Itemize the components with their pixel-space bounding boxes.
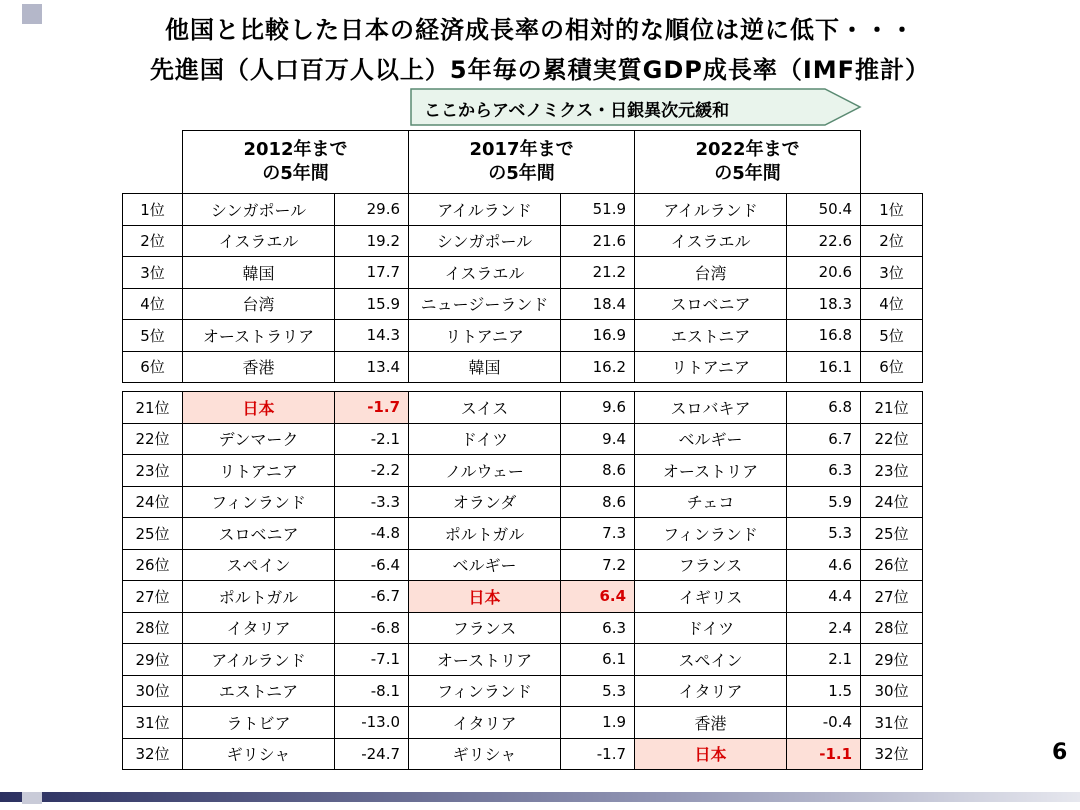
country-2022: 香港: [635, 707, 787, 739]
value-2012: -6.8: [335, 612, 409, 644]
gap-cell: [561, 383, 635, 392]
value-2022: 4.6: [787, 549, 861, 581]
value-2017: 21.6: [561, 225, 635, 257]
value-2012: -6.4: [335, 549, 409, 581]
rank-cell: 28位: [123, 612, 183, 644]
rank-cell: 31位: [123, 707, 183, 739]
rank-cell: 32位: [123, 738, 183, 770]
value-2012: -8.1: [335, 675, 409, 707]
rank-cell-right: 30位: [861, 675, 923, 707]
country-2012: 香港: [183, 351, 335, 383]
rank-cell-right: 5位: [861, 320, 923, 352]
table-row: [123, 351, 923, 383]
value-2022: 5.9: [787, 486, 861, 518]
table-row: [123, 707, 923, 739]
country-2017: ドイツ: [409, 423, 561, 455]
country-2017: フィンランド: [409, 675, 561, 707]
rank-cell-right: 29位: [861, 644, 923, 676]
rank-cell: 5位: [123, 320, 183, 352]
value-2012: 15.9: [335, 288, 409, 320]
country-2017: イタリア: [409, 707, 561, 739]
value-2017: 7.2: [561, 549, 635, 581]
value-2017: -1.7: [561, 738, 635, 770]
table-row: [123, 423, 923, 455]
country-2017: 日本: [409, 581, 561, 613]
country-2022: チェコ: [635, 486, 787, 518]
value-2017: 51.9: [561, 194, 635, 226]
gap-cell: [861, 383, 923, 392]
rank-cell: 27位: [123, 581, 183, 613]
table-row: [123, 518, 923, 550]
rank-cell: 6位: [123, 351, 183, 383]
value-2022: 16.1: [787, 351, 861, 383]
country-2017: アイルランド: [409, 194, 561, 226]
gap-cell: [183, 383, 335, 392]
value-2022: 6.3: [787, 455, 861, 487]
rank-cell: 1位: [123, 194, 183, 226]
table-row: [123, 581, 923, 613]
rank-cell-right: 32位: [861, 738, 923, 770]
country-2012: リトアニア: [183, 455, 335, 487]
country-2012: ポルトガル: [183, 581, 335, 613]
country-2017: リトアニア: [409, 320, 561, 352]
gap-cell: [787, 383, 861, 392]
country-2022: リトアニア: [635, 351, 787, 383]
country-2012: イタリア: [183, 612, 335, 644]
rank-cell: 23位: [123, 455, 183, 487]
header-blank-right: [861, 131, 923, 194]
value-2012: -4.8: [335, 518, 409, 550]
country-2022: イタリア: [635, 675, 787, 707]
country-2022: スロバキア: [635, 392, 787, 424]
country-2012: ラトビア: [183, 707, 335, 739]
country-2017: 韓国: [409, 351, 561, 383]
value-2022: 6.8: [787, 392, 861, 424]
value-2017: 18.4: [561, 288, 635, 320]
value-2017: 6.1: [561, 644, 635, 676]
value-2017: 8.6: [561, 455, 635, 487]
value-2022: -1.1: [787, 738, 861, 770]
country-2017: ギリシャ: [409, 738, 561, 770]
value-2022: 50.4: [787, 194, 861, 226]
value-2017: 7.3: [561, 518, 635, 550]
rank-cell-right: 26位: [861, 549, 923, 581]
country-2012: 日本: [183, 392, 335, 424]
footer-square: [22, 792, 42, 804]
rank-cell: 21位: [123, 392, 183, 424]
value-2017: 1.9: [561, 707, 635, 739]
table-row: [123, 257, 923, 289]
ranking-table: [122, 130, 922, 770]
header-2012: 2012年まで の5年間: [183, 131, 409, 194]
rank-cell: 3位: [123, 257, 183, 289]
value-2012: -3.3: [335, 486, 409, 518]
header-row: [123, 131, 923, 194]
country-2012: 韓国: [183, 257, 335, 289]
table-row: [123, 486, 923, 518]
rank-cell: 24位: [123, 486, 183, 518]
value-2017: 16.9: [561, 320, 635, 352]
value-2017: 8.6: [561, 486, 635, 518]
rank-cell-right: 21位: [861, 392, 923, 424]
value-2012: -24.7: [335, 738, 409, 770]
country-2017: イスラエル: [409, 257, 561, 289]
value-2012: -7.1: [335, 644, 409, 676]
table-row: [123, 644, 923, 676]
footer-bar: [0, 792, 1080, 802]
country-2017: スイス: [409, 392, 561, 424]
country-2022: エストニア: [635, 320, 787, 352]
rank-cell: 22位: [123, 423, 183, 455]
rank-cell: 29位: [123, 644, 183, 676]
value-2017: 9.4: [561, 423, 635, 455]
country-2017: オランダ: [409, 486, 561, 518]
rank-cell-right: 28位: [861, 612, 923, 644]
table-row: [123, 392, 923, 424]
value-2022: 16.8: [787, 320, 861, 352]
page-subtitle: 先進国（人口百万人以上）5年毎の累積実質GDP成長率（IMF推計）: [149, 56, 931, 84]
gap-cell: [635, 383, 787, 392]
country-2022: 台湾: [635, 257, 787, 289]
rank-cell-right: 4位: [861, 288, 923, 320]
country-2022: スロベニア: [635, 288, 787, 320]
table-row: [123, 225, 923, 257]
country-2012: ギリシャ: [183, 738, 335, 770]
page-title: 他国と比較した日本の経済成長率の相対的な順位は逆に低下・・・: [165, 16, 915, 44]
rank-cell-right: 1位: [861, 194, 923, 226]
rank-cell: 25位: [123, 518, 183, 550]
country-2022: アイルランド: [635, 194, 787, 226]
table-row: [123, 455, 923, 487]
country-2022: イスラエル: [635, 225, 787, 257]
value-2012: -6.7: [335, 581, 409, 613]
value-2022: 18.3: [787, 288, 861, 320]
country-2022: ベルギー: [635, 423, 787, 455]
table-row: [123, 194, 923, 226]
value-2012: -2.2: [335, 455, 409, 487]
country-2012: イスラエル: [183, 225, 335, 257]
value-2017: 6.4: [561, 581, 635, 613]
value-2012: -13.0: [335, 707, 409, 739]
value-2012: 19.2: [335, 225, 409, 257]
value-2017: 6.3: [561, 612, 635, 644]
rank-cell-right: 22位: [861, 423, 923, 455]
value-2012: 13.4: [335, 351, 409, 383]
value-2017: 5.3: [561, 675, 635, 707]
country-2017: ベルギー: [409, 549, 561, 581]
rank-cell-right: 31位: [861, 707, 923, 739]
country-2022: スペイン: [635, 644, 787, 676]
table-row: [123, 320, 923, 352]
value-2022: 22.6: [787, 225, 861, 257]
table-row: [123, 738, 923, 770]
country-2012: スロベニア: [183, 518, 335, 550]
rank-cell-right: 2位: [861, 225, 923, 257]
value-2022: 2.1: [787, 644, 861, 676]
rank-cell: 30位: [123, 675, 183, 707]
rank-cell: 2位: [123, 225, 183, 257]
rank-cell: 26位: [123, 549, 183, 581]
country-2012: 台湾: [183, 288, 335, 320]
value-2022: 6.7: [787, 423, 861, 455]
country-2012: スペイン: [183, 549, 335, 581]
value-2017: 9.6: [561, 392, 635, 424]
country-2017: シンガポール: [409, 225, 561, 257]
value-2022: 1.5: [787, 675, 861, 707]
value-2022: 5.3: [787, 518, 861, 550]
value-2017: 16.2: [561, 351, 635, 383]
country-2022: フランス: [635, 549, 787, 581]
country-2022: フィンランド: [635, 518, 787, 550]
table-row: [123, 549, 923, 581]
rank-cell: 4位: [123, 288, 183, 320]
header-blank-left: [123, 131, 183, 194]
table-row: [123, 675, 923, 707]
value-2022: 2.4: [787, 612, 861, 644]
table-row: [123, 288, 923, 320]
country-2012: フィンランド: [183, 486, 335, 518]
gap-cell: [409, 383, 561, 392]
value-2017: 21.2: [561, 257, 635, 289]
country-2022: 日本: [635, 738, 787, 770]
rank-cell-right: 24位: [861, 486, 923, 518]
header-2017: 2017年まで の5年間: [409, 131, 635, 194]
table-row: [123, 612, 923, 644]
value-2012: -1.7: [335, 392, 409, 424]
arrow-label: ここからアベノミクス・日銀異次元緩和: [424, 101, 730, 121]
country-2012: エストニア: [183, 675, 335, 707]
country-2017: オーストリア: [409, 644, 561, 676]
value-2012: 29.6: [335, 194, 409, 226]
value-2012: -2.1: [335, 423, 409, 455]
country-2017: フランス: [409, 612, 561, 644]
rank-cell-right: 3位: [861, 257, 923, 289]
country-2017: ポルトガル: [409, 518, 561, 550]
rank-cell-right: 23位: [861, 455, 923, 487]
value-2022: 4.4: [787, 581, 861, 613]
country-2017: ニュージーランド: [409, 288, 561, 320]
rank-cell-right: 6位: [861, 351, 923, 383]
header-2022: 2022年まで の5年間: [635, 131, 861, 194]
country-2012: アイルランド: [183, 644, 335, 676]
rank-cell-right: 25位: [861, 518, 923, 550]
country-2022: イギリス: [635, 581, 787, 613]
country-2012: デンマーク: [183, 423, 335, 455]
gap-cell: [335, 383, 409, 392]
table-gap: [123, 383, 923, 392]
country-2017: ノルウェー: [409, 455, 561, 487]
value-2022: -0.4: [787, 707, 861, 739]
gap-cell: [123, 383, 183, 392]
country-2022: ドイツ: [635, 612, 787, 644]
country-2012: シンガポール: [183, 194, 335, 226]
page-number: 6: [1052, 740, 1068, 765]
country-2012: オーストラリア: [183, 320, 335, 352]
value-2022: 20.6: [787, 257, 861, 289]
value-2012: 14.3: [335, 320, 409, 352]
value-2012: 17.7: [335, 257, 409, 289]
rank-cell-right: 27位: [861, 581, 923, 613]
abenomics-arrow: [410, 88, 862, 126]
country-2022: オーストリア: [635, 455, 787, 487]
